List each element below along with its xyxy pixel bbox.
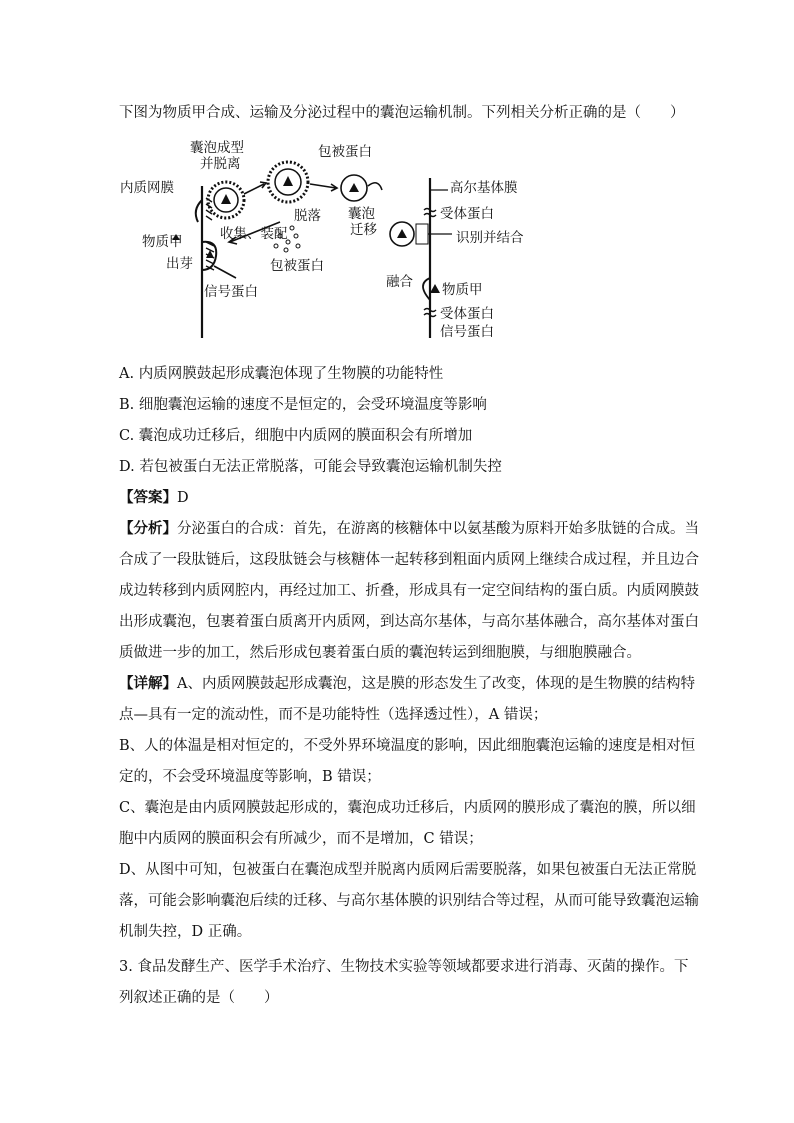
substance-marker xyxy=(397,229,407,238)
vesicle-transport-diagram xyxy=(120,138,540,348)
substance-marker xyxy=(283,176,293,186)
label-vesicle: 囊泡 xyxy=(348,206,375,222)
detail-line: 胞中内质网的膜面积会有所减少，而不是增加，C 错误； xyxy=(119,831,483,847)
er-hatching xyxy=(206,198,214,270)
label-coat-protein-top: 包被蛋白 xyxy=(318,144,372,160)
substance-marker xyxy=(430,284,440,293)
detail-line: C、囊泡是由内质网膜鼓起形成的，囊泡成功迁移后，内质网的膜形成了囊泡的膜，所以细 xyxy=(119,800,696,816)
question-stem: 下图为物质甲合成、运输及分泌过程中的囊泡运输机制。下列相关分析正确的是（ ） xyxy=(119,105,685,121)
option-b: B. 细胞囊泡运输的速度不是恒定的，会受环境温度等影响 xyxy=(119,397,487,413)
label-substance-a-left: 物质甲 xyxy=(142,234,183,250)
answer-line xyxy=(119,488,679,508)
substance-marker xyxy=(221,194,231,204)
option-d: D. 若包被蛋白无法正常脱落，可能会导致囊泡运输机制失控 xyxy=(119,459,502,475)
analysis-line xyxy=(119,519,699,539)
option-a: A. 内质网膜鼓起形成囊泡体现了生物膜的功能特性 xyxy=(119,366,444,382)
analysis-line: 出形成囊泡，包裹着蛋白质离开内质网，到达高尔基体，与高尔基体融合，高尔基体对蛋白 xyxy=(119,614,699,630)
detail-text: A、内质网膜鼓起形成囊泡，这是膜的形态发生了改变，体现的是生物膜的结构特 xyxy=(177,676,695,692)
label-coat-protein-bottom: 包被蛋白 xyxy=(270,258,324,274)
label-detach: 并脱离 xyxy=(200,156,241,172)
label-signal-protein-left: 信号蛋白 xyxy=(204,284,258,300)
analysis-line: 合成了一段肽链后，这段肽链会与核糖体一起转移到粗面内质网上继续合成过程，并且边合 xyxy=(119,552,699,568)
detail-tag: 【详解】 xyxy=(119,675,177,692)
recognition-box xyxy=(416,224,428,244)
next-question-line: 3. 食品发酵生产、医学手术治疗、生物技术实验等领域都要求进行消毒、灭菌的操作。下 xyxy=(119,959,689,975)
label-receptor-top: 受体蛋白 xyxy=(440,206,494,222)
label-er-membrane: 内质网膜 xyxy=(120,180,174,196)
label-fusion: 融合 xyxy=(386,274,413,290)
detail-line: 落，可能会影响囊泡后续的迁移、与高尔基体膜的识别结合等过程，从而可能导致囊泡运输 xyxy=(119,893,699,909)
label-collect-assemble: 收集、装配 xyxy=(220,226,288,242)
detail-line: 机制失控，D 正确。 xyxy=(119,924,252,940)
detail-line: 点—具有一定的流动性，而不是功能特性（选择透过性），A 错误； xyxy=(119,707,548,723)
answer-value: D xyxy=(177,490,189,506)
analysis-line: 质做进一步的加工，然后形成包裹着蛋白质的囊泡转运到细胞膜，与细胞膜融合。 xyxy=(119,645,641,661)
label-recognize-bind: 识别并结合 xyxy=(456,230,524,246)
detail-line: B、人的体温是相对恒定的，不受外界环境温度的影响，因此细胞囊泡运输的速度是相对恒 xyxy=(119,738,696,754)
option-c: C. 囊泡成功迁移后，细胞中内质网的膜面积会有所增加 xyxy=(119,428,473,444)
analysis-line: 成边转移到内质网腔内，再经过加工、折叠，形成具有一定空间结构的蛋白质。内质网膜鼓 xyxy=(119,583,699,599)
coat-shed xyxy=(368,183,382,190)
label-substance-a-right: 物质甲 xyxy=(442,282,483,298)
analysis-tag: 【分析】 xyxy=(119,520,177,537)
substance-marker xyxy=(349,183,359,192)
label-golgi-membrane: 高尔基体膜 xyxy=(450,180,518,196)
label-budding: 出芽 xyxy=(166,256,193,272)
label-fall-off: 脱落 xyxy=(294,208,321,224)
diagram-svg xyxy=(120,138,540,348)
detail-line: 定的，不会受环境温度等影响，B 错误； xyxy=(119,769,381,785)
label-receptor-bottom: 受体蛋白 xyxy=(440,306,494,322)
label-transfer: 迁移 xyxy=(350,222,377,238)
detail-line: D、从图中可知，包被蛋白在囊泡成型并脱离内质网后需要脱落，如果包被蛋白无法正常脱 xyxy=(119,862,697,878)
label-signal-protein-right: 信号蛋白 xyxy=(440,324,494,340)
label-vesicle-form: 囊泡成型 xyxy=(190,140,244,156)
detail-line xyxy=(119,674,695,694)
answer-tag: 【答案】 xyxy=(119,489,177,506)
analysis-text: 分泌蛋白的合成：首先，在游离的核糖体中以氨基酸为原料开始多肽链的合成。当 xyxy=(177,521,699,537)
next-question-line: 列叙述正确的是（ ） xyxy=(119,990,279,1006)
